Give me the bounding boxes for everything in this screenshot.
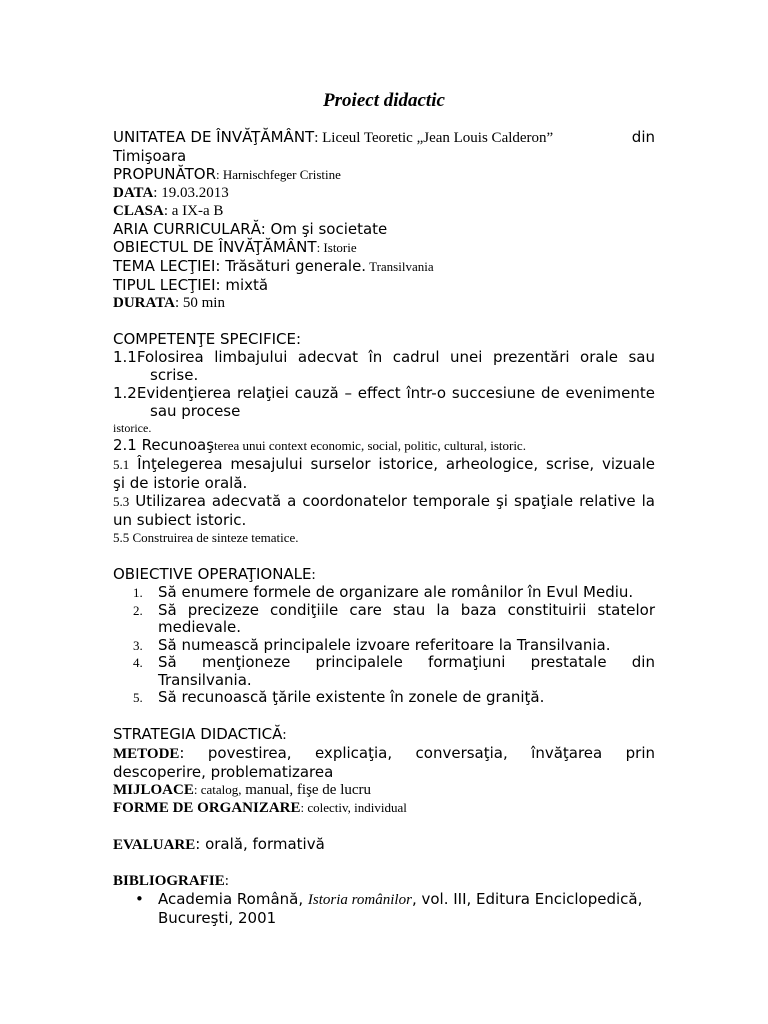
list-number: 3. (133, 637, 143, 653)
obiectul-value: : Istorie (316, 240, 357, 255)
tema-line (113, 257, 655, 276)
tema-label: TEMA LECŢIEI (113, 257, 216, 275)
aria-line (113, 220, 655, 238)
list-item-text: Să recunoască ţările existente în zonele de graniţă. (158, 688, 545, 706)
durata-value: : 50 min (174, 295, 225, 311)
competenta-5-1-cont: şi de istorie orală. (113, 474, 248, 492)
unitatea-value: : Liceul Teoretic „Jean Louis Calderon” (314, 130, 554, 146)
mijloace-value-a: : catalog, (193, 781, 242, 797)
forme-value: : colectiv, individual (300, 799, 407, 815)
mijloace-line (113, 781, 655, 799)
competenta-1-2-cont2: istorice. (113, 421, 152, 435)
unitatea-cont: Timişoara (113, 147, 187, 165)
propunator-value: : Harnischfeger Cristine (216, 167, 341, 182)
data-label: DATA (113, 185, 154, 201)
metode-line (113, 744, 655, 763)
list-item-text: Să numească principalele izvoare referitoare la Transilvania. (158, 635, 611, 654)
unitatea-suffix: din (631, 128, 655, 146)
metode-label: METODE (113, 745, 180, 762)
competenta-2-1 (113, 436, 655, 455)
document-body (113, 128, 655, 927)
competenta-5-3-cont: un subiect istoric. (113, 511, 247, 529)
bib-author: Academia Română, (158, 889, 308, 908)
tema-value: : Trăsături generale. (215, 257, 367, 275)
competenta-5-5: 5.5 Construirea de sinteze tematice. (113, 530, 299, 545)
bibliografie-heading-suffix: : (224, 872, 229, 889)
bibliografie-list (113, 890, 655, 927)
strategia-heading-suffix: : (282, 726, 287, 743)
propunator-label: PROPUNĂTOR (113, 165, 217, 183)
competenta-5-1-text: Înţelegerea mesajului surselor istorice, arheologice, scrise, vizuale (129, 455, 655, 473)
aria-value: : Om şi societate (260, 220, 388, 238)
competenta-2-1-a: 2.1 Recunoaş (113, 436, 215, 454)
tema-value2: Transilvania (366, 259, 434, 274)
obiectul-line (113, 238, 655, 257)
tipul-line (113, 276, 655, 294)
competenta-5-3 (113, 492, 655, 511)
evaluare-value: : orală, formativă (195, 834, 325, 853)
bullet-icon: • (135, 889, 144, 908)
clasa-label: CLASA (113, 203, 164, 219)
document-title: Proiect didactic (323, 90, 445, 111)
tipul-label: TIPUL LECŢIEI (113, 276, 216, 294)
competenta-5-1 (113, 455, 655, 474)
clasa-value: : a IX-a B (163, 203, 224, 219)
mijloace-label: MIJLOACE (113, 781, 194, 798)
strategia-heading (113, 725, 655, 744)
list-item-text: Să precizeze condiţiile care stau la baza constituirii statelor (158, 600, 655, 619)
list-item-text: medievale. (158, 618, 241, 636)
list-item (113, 890, 655, 927)
list-item-text: Să enumere formele de organizare ale românilor în Evul Mediu. (158, 583, 634, 601)
bibliografie-heading (113, 872, 655, 890)
forme-label: FORME DE ORGANIZARE (113, 799, 301, 816)
data-value: : 19.03.2013 (153, 185, 229, 201)
list-number: 1. (133, 585, 143, 600)
data-line (113, 184, 655, 202)
forme-line (113, 799, 655, 817)
evaluare-label: EVALUARE (113, 836, 196, 853)
durata-line (113, 294, 655, 312)
competenta-1-1: 1.1Folosirea limbajului adecvat în cadrul unei prezentări orale sau (113, 348, 655, 366)
aria-label: ARIA CURRICULARĂ (113, 220, 261, 238)
mijloace-value-b: manual, fişe de lucru (241, 781, 372, 798)
list-item-text: Transilvania. (158, 670, 252, 689)
obiective-heading-suffix: : (311, 567, 316, 583)
unitatea-label: UNITATEA DE ÎNVĂŢĂMÂNT (113, 128, 315, 146)
bibliografie-heading-text: BIBLIOGRAFIE (113, 872, 225, 889)
competenta-5-3-text: Utilizarea adecvată a coordonatelor temporale şi spaţiale relative la (129, 492, 655, 510)
list-item (113, 637, 655, 655)
list-item (113, 584, 655, 602)
competenta-2-1-b: terea unui context economic, social, politic, cultural, istoric. (214, 438, 526, 453)
bib-title: Istoria românilor (307, 891, 412, 908)
competenta-1-2: 1.2Evidenţierea relaţiei cauză – effect într-o succesiune de evenimente (113, 384, 655, 402)
metode-value: : povestirea, explicaţia, conversaţia, învăţarea prin (179, 743, 655, 762)
obiectul-label: OBIECTUL DE ÎNVĂŢĂMÂNT (113, 238, 317, 256)
obiective-heading-text: OBIECTIVE OPERAŢIONALE (113, 565, 312, 583)
list-number: 4. (133, 655, 143, 670)
clasa-line (113, 202, 655, 220)
bib-place-year: Bucureşti, 2001 (158, 908, 277, 927)
strategia-heading-text: STRATEGIA DIDACTICĂ (113, 724, 283, 743)
unitatea-line (113, 128, 655, 147)
list-item-text: Să menţioneze principalele formaţiuni prestatale din (158, 653, 655, 671)
metode-cont: descoperire, problematizarea (113, 762, 334, 781)
list-number: 5. (133, 690, 143, 705)
obiective-list (113, 584, 655, 707)
propunator-line (113, 165, 655, 184)
competenta-5-1-num: 5.1 (113, 457, 130, 472)
evaluare-line (113, 835, 655, 854)
obiective-heading (113, 565, 655, 584)
list-item (113, 689, 655, 707)
competenta-5-3-num: 5.3 (113, 494, 130, 509)
list-item (113, 654, 655, 689)
list-number: 2. (133, 602, 143, 618)
bib-publisher: , vol. III, Editura Enciclopedică, (411, 889, 643, 908)
competenta-1-2-cont: sau procese (150, 402, 241, 420)
competente-heading: COMPETENŢE SPECIFICE: (113, 330, 302, 348)
list-item (113, 602, 655, 637)
tipul-value: : mixtă (215, 276, 269, 294)
durata-label: DURATA (113, 295, 175, 311)
competenta-1-1-cont: scrise. (150, 366, 199, 384)
